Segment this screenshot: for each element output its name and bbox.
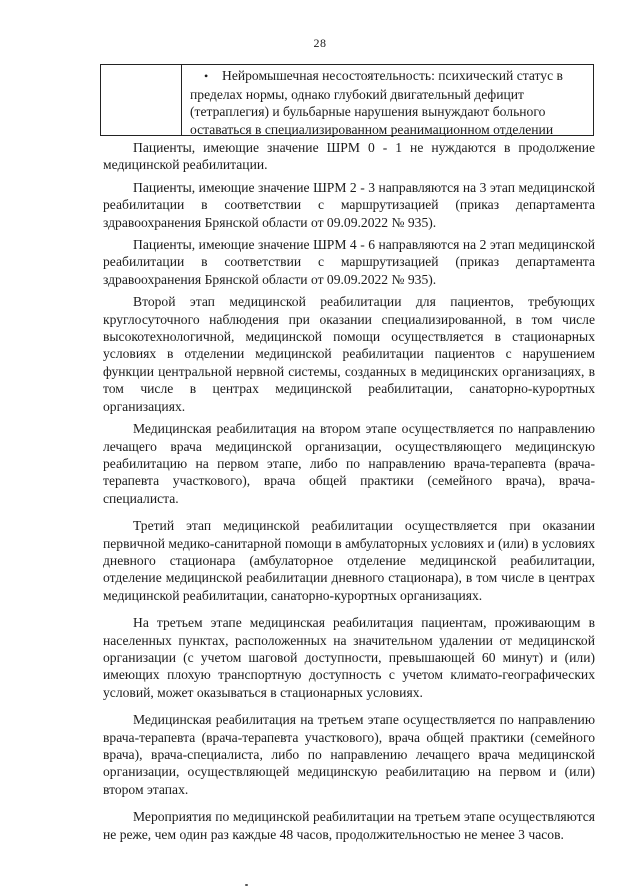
paragraph-shrm-2-3: Пациенты, имеющие значение ШРМ 2 - 3 направляются на 3 этап медицинской реабилитации в соответствии с маршрутизацией (приказ департамента здравоохранения Брянской области от 09.09.2022 № 935). (103, 179, 595, 230)
paragraph-third-stage: Третий этап медицинской реабилитации осуществляется при оказании первичной медико-санитарной помощи в амбулаторных условиях и (или) в условиях дневного стационара (амбулаторное отделение медицинской реабилитации, отделение медицинской реабилитации дневного стационара), в том числе в центрах медицинской реабилитации, санаторно-курортных организациях. (103, 518, 595, 603)
paragraph-third-stage-remote: На третьем этапе медицинская реабилитация пациентам, проживающим в населенных пунктах, расположенных на значительном удалении от медицинской организации (с учетом шаговой доступности, превышающей 60 минут) и (или) имеющих плохую транспортную доступность с учетом климато-географических условий, может оказываться в стационарных условиях. (103, 615, 595, 700)
paragraph-third-stage-referral: Медицинская реабилитация на третьем этапе осуществляется по направлению врача-терапевта (врача-терапевта участкового), врача общей практики (семейного врача), врача-специалиста, либо по направлению лечащего врача медицинской организации, осуществляющей медицинскую реабилитацию на первом и (или) втором этапах. (103, 712, 595, 797)
paragraph-second-stage-referral: Медицинская реабилитация на втором этапе осуществляется по направлению лечащего врача медицинской организации, осуществляющего медицинскую реабилитацию на первом этапе, либо по направлению врача-терапевта (врача-терапевта участкового), врача общей практики (семейного врача), врача-специалиста. (103, 421, 595, 506)
paragraph-shrm-4-6: Пациенты, имеющие значение ШРМ 4 - 6 направляются на 2 этап медицинской реабилитации в соответствии с маршрутизацией (приказ департамента здравоохранения Брянской области от 09.09.2022 № 935). (103, 237, 595, 287)
paragraph-second-stage: Второй этап медицинской реабилитации для пациентов, требующих круглосуточного наблюдения при оказании специализированной, в том числе высокотехнологичной, медицинской помощи осуществляется в стационарных условиях в отделении медицинской реабилитации пациентов с нарушением функции центральной нервной системы, созданных в медицинских организациях, в том числе в центрах медицинской реабилитации, санаторно-курортных организациях. (103, 294, 595, 414)
paragraph-shrm-0-1: Пациенты, имеющие значение ШРМ 0 - 1 не нуждаются в продолжение медицинской реабилитации. (103, 140, 595, 173)
table-cell-empty (101, 65, 182, 135)
table-fragment (100, 64, 594, 136)
page-number: 28 (313, 36, 327, 50)
table-cell-paragraph: Нейромышечная несостоятельность: психический статус в пределах нормы, однако глубокий двигательный дефицит (тетраплегия) и бульбарные нарушения вынуждают больного оставаться в специализированном реанимационном отделении (190, 68, 563, 137)
scan-artifact (245, 884, 248, 886)
body-text (103, 139, 595, 848)
table-cell-text (182, 65, 593, 135)
paragraph-third-stage-frequency: Мероприятия по медицинской реабилитации на третьем этапе осуществляются не реже, чем один раз каждые 48 часов, продолжительностью не менее 3 часов. (103, 809, 595, 842)
bullet-icon: • (204, 69, 209, 83)
